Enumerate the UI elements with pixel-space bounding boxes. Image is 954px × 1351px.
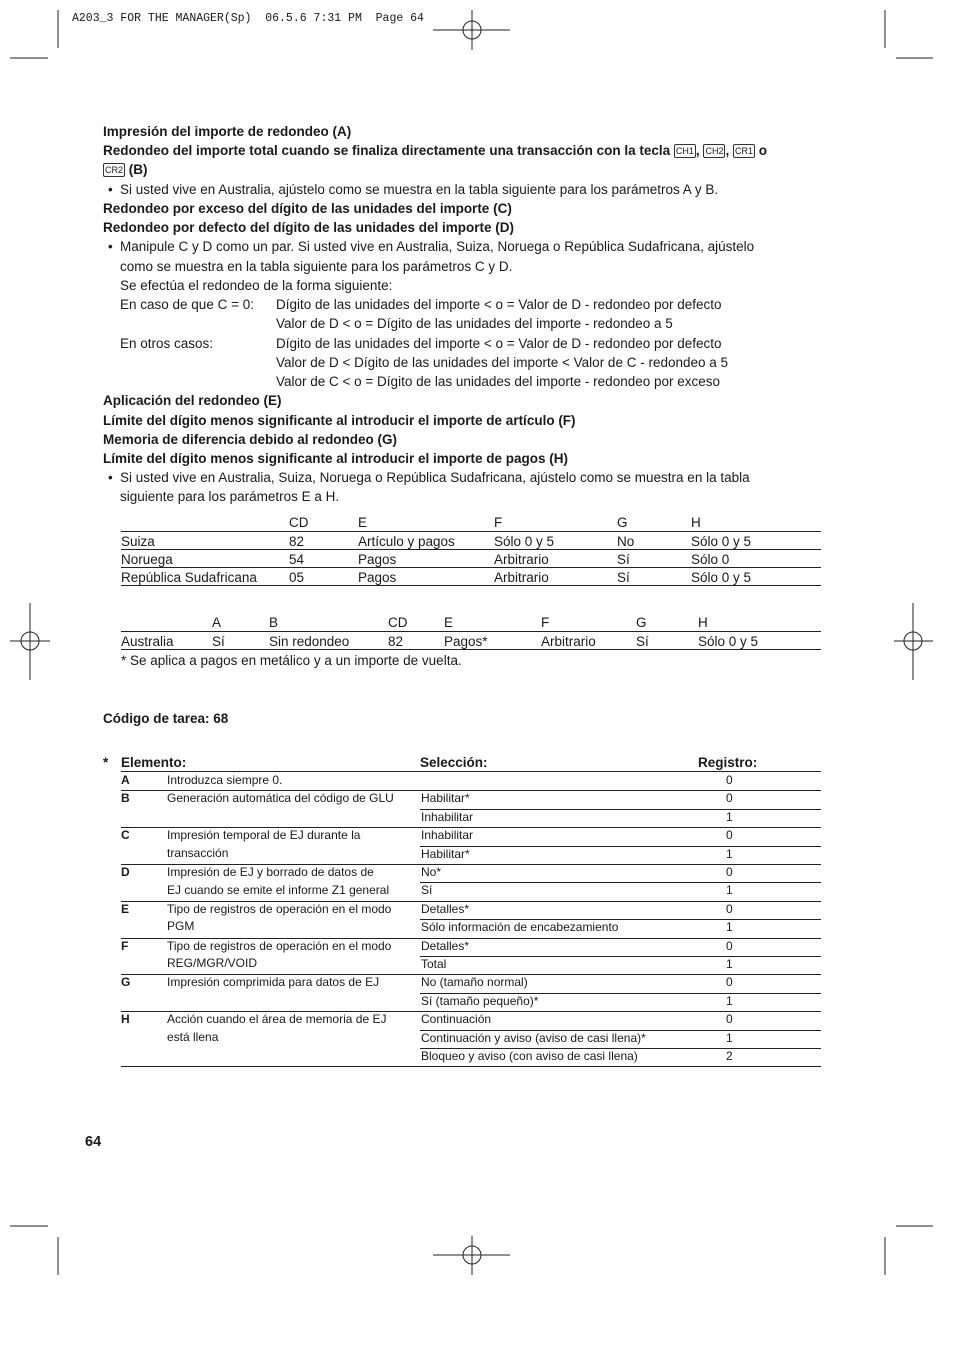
table-cell: Sólo 0 y 5 bbox=[691, 534, 752, 549]
table-cell: Sí bbox=[617, 570, 630, 585]
table-cell: Suiza bbox=[121, 534, 155, 549]
table-header-rule bbox=[121, 771, 821, 772]
heading-h: Límite del dígito menos significante al introducir el importe de pagos (H) bbox=[103, 451, 569, 466]
item-description: transacción bbox=[167, 845, 229, 860]
table-cell: Sólo 0 y 5 bbox=[494, 534, 555, 549]
option-value: 1 bbox=[726, 957, 733, 971]
option-value: 0 bbox=[726, 791, 733, 806]
key-separator: , bbox=[725, 143, 730, 158]
page-number: 64 bbox=[85, 1134, 102, 1150]
option-value: 0 bbox=[726, 828, 733, 843]
table-cell: Sólo 0 y 5 bbox=[691, 570, 752, 585]
table-cell: Sí bbox=[212, 634, 225, 649]
option-value: 1 bbox=[726, 883, 733, 898]
table-header-cell: CD bbox=[388, 615, 408, 630]
table-header-cell: CD bbox=[289, 515, 309, 530]
heading-a: Impresión del importe de redondeo (A) bbox=[103, 124, 352, 139]
table-cell: Sólo 0 bbox=[691, 552, 730, 567]
case2-label: En otros casos: bbox=[120, 336, 214, 351]
option-value: 0 bbox=[726, 938, 733, 953]
bullet: • bbox=[108, 470, 113, 485]
item-description: está llena bbox=[167, 1029, 219, 1044]
option-value: 0 bbox=[726, 773, 733, 787]
table-cell: Noruega bbox=[121, 552, 173, 567]
case1-line-b: Valor de D < o = Dígito de las unidades del importe - redondeo a 5 bbox=[276, 316, 673, 331]
table-header-cell: G bbox=[636, 615, 647, 630]
item-description: Tipo de registros de operación en el modo bbox=[167, 901, 392, 916]
option-label: Sí bbox=[421, 883, 433, 898]
bullet: • bbox=[108, 239, 113, 254]
item-description: Tipo de registros de operación en el modo bbox=[167, 938, 392, 953]
table-cell: Pagos bbox=[358, 570, 397, 585]
item-description: REG/MGR/VOID bbox=[167, 956, 258, 971]
ch2-key-icon: CH2 bbox=[705, 146, 724, 156]
item-description: Generación automática del código de GLU bbox=[167, 791, 394, 806]
option-value: 1 bbox=[726, 993, 733, 1008]
paragraph-3a: Si usted vive en Australia, Suiza, Noruega o República Sudafricana, ajústelo como se muestra en la tabla bbox=[120, 470, 750, 485]
option-label: No* bbox=[421, 865, 442, 879]
heading-b-text: Redondeo del importe total cuando se finaliza directamente una transacción con la tecla bbox=[103, 143, 671, 158]
table-cell: Arbitrario bbox=[494, 570, 549, 585]
item-description: Impresión de EJ y borrado de datos de bbox=[167, 865, 374, 879]
option-label: Inhabilitar bbox=[421, 809, 474, 824]
paragraph-1: Si usted vive en Australia, ajústelo como se muestra en la tabla siguiente para los parámetros A y B. bbox=[120, 182, 719, 197]
option-label: Bloqueo y aviso (con aviso de casi llena) bbox=[421, 1049, 638, 1063]
table-cell: Pagos bbox=[358, 552, 397, 567]
case2-line-a: Dígito de las unidades del importe < o = Valor de D - redondeo por defecto bbox=[276, 336, 722, 351]
table-cell: Pagos* bbox=[444, 634, 488, 649]
cr2-key-icon: CR2 bbox=[105, 165, 124, 175]
table-header-cell: F bbox=[494, 515, 503, 530]
table-header-cell: B bbox=[269, 615, 279, 630]
column-elemento: Elemento: bbox=[121, 755, 187, 770]
table-header-cell: E bbox=[358, 515, 368, 530]
table-cell: Arbitrario bbox=[541, 634, 596, 649]
item-description: Introduzca siempre 0. bbox=[167, 773, 283, 787]
heading-e: Aplicación del redondeo (E) bbox=[103, 393, 282, 408]
option-rule bbox=[420, 846, 821, 847]
table-cell: Sólo 0 y 5 bbox=[698, 634, 759, 649]
table-cell: Sí bbox=[636, 634, 649, 649]
item-description: Impresión temporal de EJ durante la bbox=[167, 828, 361, 843]
option-label: Habilitar* bbox=[421, 791, 470, 806]
option-label: Sí (tamaño pequeño)* bbox=[421, 993, 539, 1008]
heading-b-line2 bbox=[103, 160, 148, 179]
option-value: 0 bbox=[726, 901, 733, 916]
option-rule bbox=[420, 809, 821, 810]
case2-line-b: Valor de D < Dígito de las unidades del importe < Valor de C - redondeo a 5 bbox=[276, 355, 729, 370]
paragraph-3b: siguiente para los parámetros E a H. bbox=[120, 489, 340, 504]
table-header-cell: G bbox=[617, 515, 628, 530]
paragraph-2b: como se muestra en la tabla siguiente para los parámetros C y D. bbox=[120, 259, 513, 274]
item-letter: D bbox=[121, 865, 130, 879]
item-letter: H bbox=[121, 1012, 130, 1027]
column-registro: Registro: bbox=[698, 755, 758, 770]
footnote: * Se aplica a pagos en metálico y a un importe de vuelta. bbox=[121, 653, 462, 668]
option-label: Detalles* bbox=[421, 901, 470, 916]
option-label: Inhabilitar bbox=[421, 828, 474, 843]
case1-label: En caso de que C = 0: bbox=[120, 297, 254, 312]
option-label: Continuación bbox=[421, 1012, 492, 1027]
print-slug: A203_3 FOR THE MANAGER(Sp) 06.5.6 7:31 PM Page 64 bbox=[72, 12, 424, 25]
table-cell: República Sudafricana bbox=[121, 570, 257, 585]
option-value: 0 bbox=[726, 975, 733, 990]
task-code: Código de tarea: 68 bbox=[103, 711, 229, 726]
table-cell: 82 bbox=[289, 534, 305, 549]
table-header-cell: F bbox=[541, 615, 550, 630]
option-label: Continuación y aviso (aviso de casi llena)* bbox=[421, 1030, 646, 1045]
table-rule bbox=[121, 585, 821, 586]
item-letter: B bbox=[121, 791, 130, 806]
option-label: Detalles* bbox=[421, 938, 470, 953]
table-header-cell: H bbox=[698, 615, 708, 630]
ch1-key-icon: CH1 bbox=[675, 146, 694, 156]
case1-line-a: Dígito de las unidades del importe < o = Valor de D - redondeo por defecto bbox=[276, 297, 722, 312]
case2-line-c: Valor de C < o = Dígito de las unidades del importe - redondeo por exceso bbox=[276, 374, 721, 389]
option-value: 0 bbox=[726, 865, 733, 879]
paragraph-2c: Se efectúa el redondeo de la forma siguiente: bbox=[120, 278, 393, 293]
column-seleccion: Selección: bbox=[420, 755, 488, 770]
heading-d: Redondeo por defecto del dígito de las unidades del importe (D) bbox=[103, 220, 515, 235]
option-value: 0 bbox=[726, 1012, 733, 1027]
option-value: 1 bbox=[726, 1030, 733, 1045]
item-description: EJ cuando se emite el informe Z1 general bbox=[167, 882, 390, 897]
heading-g: Memoria de diferencia debido al redondeo (G) bbox=[103, 432, 398, 447]
table-cell: 54 bbox=[289, 552, 305, 567]
heading-b-or: o bbox=[758, 143, 768, 158]
table-cell: Sin redondeo bbox=[269, 634, 350, 649]
option-value: 1 bbox=[726, 846, 733, 861]
option-rule bbox=[420, 882, 821, 883]
table-cell: Arbitrario bbox=[494, 552, 549, 567]
option-rule bbox=[420, 956, 821, 957]
table-star: * bbox=[103, 755, 109, 770]
table-header-cell: H bbox=[691, 515, 701, 530]
item-letter: F bbox=[121, 938, 129, 953]
heading-b bbox=[103, 141, 767, 160]
bullet: • bbox=[108, 182, 113, 197]
table-cell: Sí bbox=[617, 552, 630, 567]
table-cell: 82 bbox=[388, 634, 404, 649]
item-letter: A bbox=[121, 773, 130, 787]
table-cell: Australia bbox=[121, 634, 174, 649]
table-cell: No bbox=[617, 534, 635, 549]
heading-b-suffix: (B) bbox=[128, 162, 148, 177]
table-header-cell: E bbox=[444, 615, 454, 630]
item-description: Acción cuando el área de memoria de EJ bbox=[167, 1012, 387, 1027]
option-label: Habilitar* bbox=[421, 846, 470, 861]
item-description: PGM bbox=[167, 919, 195, 934]
cr1-key-icon: CR1 bbox=[735, 146, 754, 156]
option-value: 2 bbox=[726, 1049, 733, 1063]
paragraph-2a: Manipule C y D como un par. Si usted vive en Australia, Suiza, Noruega o República Sudafricana, ajústelo bbox=[120, 239, 755, 254]
item-letter: C bbox=[121, 828, 130, 843]
table-cell: Artículo y pagos bbox=[358, 534, 455, 549]
key-separator: , bbox=[695, 143, 700, 158]
option-label: Total bbox=[421, 957, 447, 971]
heading-f: Límite del dígito menos significante al introducir el importe de artículo (F) bbox=[103, 413, 576, 428]
item-description: Impresión comprimida para datos de EJ bbox=[167, 975, 380, 990]
table-cell: 05 bbox=[289, 570, 305, 585]
item-rule bbox=[121, 1066, 821, 1067]
table-rule bbox=[121, 649, 821, 650]
heading-c: Redondeo por exceso del dígito de las unidades del importe (C) bbox=[103, 201, 512, 216]
option-label: No (tamaño normal) bbox=[421, 975, 528, 990]
item-letter: E bbox=[121, 901, 130, 916]
table-header-cell: A bbox=[212, 615, 222, 630]
option-value: 1 bbox=[726, 809, 733, 824]
option-value: 1 bbox=[726, 920, 733, 935]
option-label: Sólo información de encabezamiento bbox=[421, 920, 619, 935]
item-letter: G bbox=[121, 975, 131, 990]
